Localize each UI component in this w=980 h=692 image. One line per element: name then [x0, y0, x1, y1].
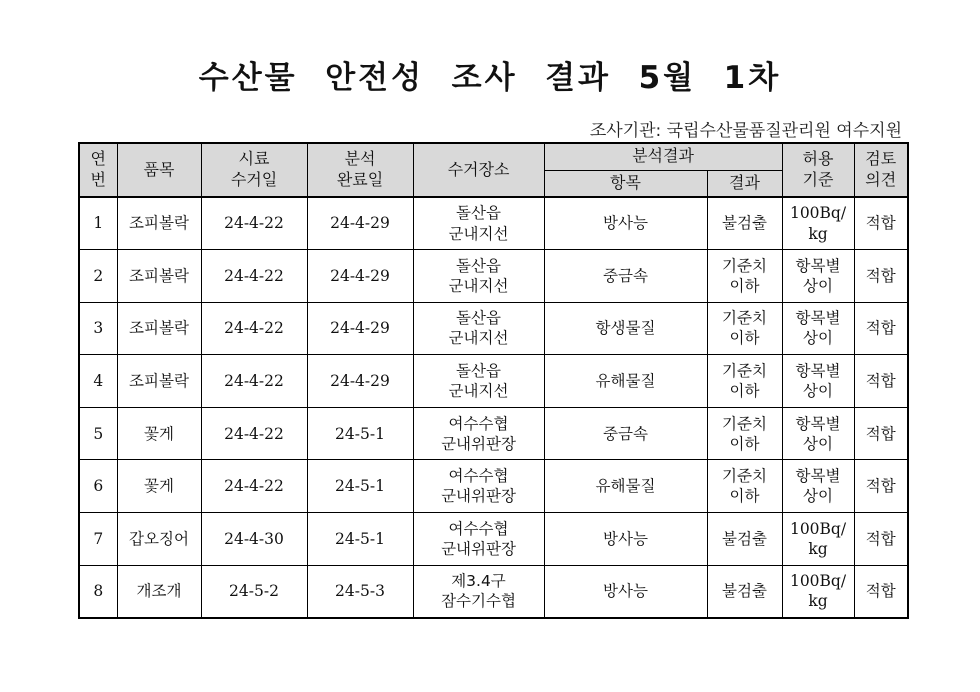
cell-analysis-item: 방사능 — [544, 513, 707, 566]
cell-item: 갑오징어 — [117, 513, 201, 566]
cell-sample-date: 24-4-22 — [201, 355, 307, 408]
cell-limit: 100Bq/ kg — [782, 197, 854, 250]
header-analysis-item: 항목 — [544, 170, 707, 197]
cell-analysis-item: 중금속 — [544, 250, 707, 303]
cell-location: 돌산읍 군내지선 — [413, 302, 544, 355]
cell-item: 조피볼락 — [117, 355, 201, 408]
cell-limit: 항목별 상이 — [782, 460, 854, 513]
cell-analysis-date: 24-4-29 — [307, 197, 413, 250]
cell-item: 조피볼락 — [117, 197, 201, 250]
cell-result: 불검출 — [707, 197, 782, 250]
header-limit: 허용 기준 — [782, 143, 854, 197]
cell-analysis-date: 24-5-1 — [307, 407, 413, 460]
cell-opinion: 적합 — [854, 460, 908, 513]
table-body — [79, 197, 908, 618]
header-result: 결과 — [707, 170, 782, 197]
cell-item: 꽃게 — [117, 407, 201, 460]
cell-opinion: 적합 — [854, 197, 908, 250]
cell-no: 6 — [79, 460, 117, 513]
table-row — [79, 355, 908, 408]
cell-item: 꽃게 — [117, 460, 201, 513]
cell-no: 7 — [79, 513, 117, 566]
cell-sample-date: 24-4-22 — [201, 407, 307, 460]
cell-limit: 항목별 상이 — [782, 302, 854, 355]
cell-result: 기준치 이하 — [707, 250, 782, 303]
cell-sample-date: 24-5-2 — [201, 565, 307, 618]
cell-item: 개조개 — [117, 565, 201, 618]
cell-analysis-item: 유해물질 — [544, 355, 707, 408]
table-row — [79, 460, 908, 513]
table-row — [79, 565, 908, 618]
header-no: 연 번 — [79, 143, 117, 197]
cell-analysis-date: 24-4-29 — [307, 302, 413, 355]
cell-no: 2 — [79, 250, 117, 303]
cell-sample-date: 24-4-30 — [201, 513, 307, 566]
result-table — [78, 142, 909, 619]
cell-opinion: 적합 — [854, 565, 908, 618]
cell-sample-date: 24-4-22 — [201, 302, 307, 355]
cell-no: 5 — [79, 407, 117, 460]
cell-sample-date: 24-4-22 — [201, 250, 307, 303]
cell-analysis-item: 유해물질 — [544, 460, 707, 513]
cell-opinion: 적합 — [854, 250, 908, 303]
cell-result: 기준치 이하 — [707, 302, 782, 355]
cell-analysis-item: 중금속 — [544, 407, 707, 460]
cell-sample-date: 24-4-22 — [201, 460, 307, 513]
header-item: 품목 — [117, 143, 201, 197]
cell-location: 돌산읍 군내지선 — [413, 355, 544, 408]
cell-analysis-date: 24-5-1 — [307, 513, 413, 566]
table-row — [79, 302, 908, 355]
cell-location: 여수수협 군내위판장 — [413, 407, 544, 460]
cell-no: 4 — [79, 355, 117, 408]
table-row — [79, 513, 908, 566]
cell-analysis-item: 항생물질 — [544, 302, 707, 355]
cell-analysis-date: 24-4-29 — [307, 250, 413, 303]
cell-result: 기준치 이하 — [707, 355, 782, 408]
cell-limit: 100Bq/ kg — [782, 513, 854, 566]
cell-limit: 100Bq/ kg — [782, 565, 854, 618]
cell-result: 기준치 이하 — [707, 460, 782, 513]
header-analysis-date: 분석 완료일 — [307, 143, 413, 197]
cell-analysis-date: 24-5-3 — [307, 565, 413, 618]
header-analysis-result: 분석결과 — [544, 143, 782, 170]
cell-result: 기준치 이하 — [707, 407, 782, 460]
header-location: 수거장소 — [413, 143, 544, 197]
header-opinion: 검토 의견 — [854, 143, 908, 197]
cell-limit: 항목별 상이 — [782, 355, 854, 408]
table-row — [79, 250, 908, 303]
cell-analysis-item: 방사능 — [544, 565, 707, 618]
cell-item: 조피볼락 — [117, 302, 201, 355]
cell-location: 돌산읍 군내지선 — [413, 197, 544, 250]
table-header — [79, 143, 908, 197]
cell-location: 여수수협 군내위판장 — [413, 513, 544, 566]
table-row — [79, 197, 908, 250]
agency-label: 조사기관: 국립수산물품질관리원 여수지원 — [589, 121, 902, 141]
cell-analysis-date: 24-4-29 — [307, 355, 413, 408]
cell-location: 제3.4구 잠수기수협 — [413, 565, 544, 618]
cell-no: 1 — [79, 197, 117, 250]
cell-sample-date: 24-4-22 — [201, 197, 307, 250]
cell-opinion: 적합 — [854, 355, 908, 408]
table-row — [79, 407, 908, 460]
cell-analysis-date: 24-5-1 — [307, 460, 413, 513]
cell-no: 3 — [79, 302, 117, 355]
cell-item: 조피볼락 — [117, 250, 201, 303]
cell-location: 돌산읍 군내지선 — [413, 250, 544, 303]
cell-limit: 항목별 상이 — [782, 250, 854, 303]
cell-opinion: 적합 — [854, 407, 908, 460]
cell-result: 불검출 — [707, 565, 782, 618]
cell-limit: 항목별 상이 — [782, 407, 854, 460]
cell-no: 8 — [79, 565, 117, 618]
header-sample-date: 시료 수거일 — [201, 143, 307, 197]
page-title: 수산물 안전성 조사 결과 5월 1차 — [198, 60, 782, 96]
cell-result: 불검출 — [707, 513, 782, 566]
cell-opinion: 적합 — [854, 513, 908, 566]
cell-location: 여수수협 군내위판장 — [413, 460, 544, 513]
cell-analysis-item: 방사능 — [544, 197, 707, 250]
cell-opinion: 적합 — [854, 302, 908, 355]
